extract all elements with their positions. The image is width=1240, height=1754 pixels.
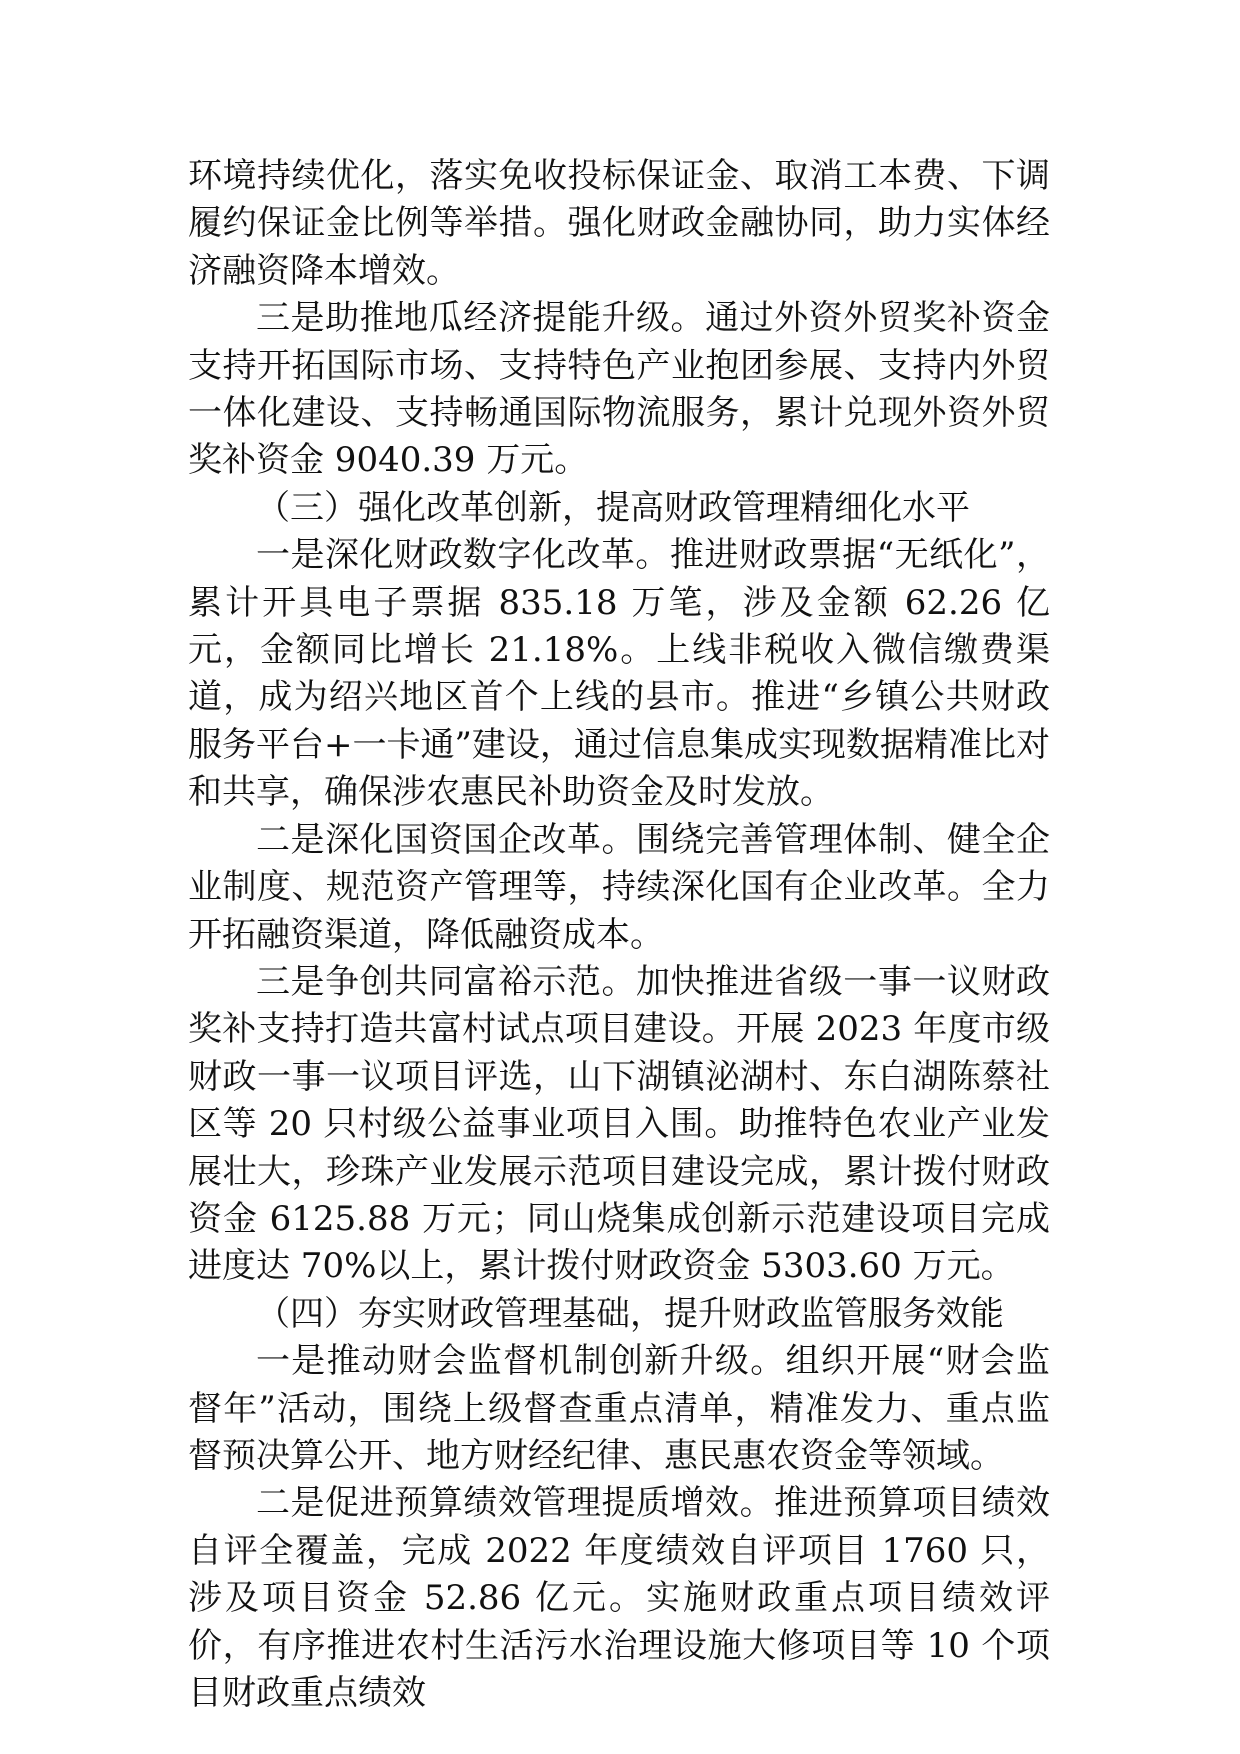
section-heading: （三）强化改革创新，提高财政管理精细化水平: [256, 487, 970, 528]
paragraph-body: 一是推动财会监督机制创新升级。组织开展“财会监督年”活动，围绕上级督查重点清单，精准发力、重点监督预决算公开、地方财经纪律、惠民惠农资金等领域。: [188, 1341, 1050, 1476]
section-heading: （四）夯实财政管理基础，提升财政监管服务效能: [256, 1293, 1004, 1334]
paragraph-body: 三是争创共同富裕示范。加快推进省级一事一议财政奖补支持打造共富村试点项目建设。开展 2023 年度市级财政一事一议项目评选，山下湖镇泌湖村、东白湖陈蔡社区等 20 只村级公益事业项目入围。助推特色农业产业发展壮大，珍珠产业发展示范项目建设完成，累计拨付财政资金 6125.88 万元；同山烧集成创新示范建设项目完成进度达 70%以上，累计拨付财政资金 5303.60 万元。: [188, 961, 1050, 1287]
paragraph-body: 三是助推地瓜经济提能升级。通过外资外贸奖补资金支持开拓国际市场、支持特色产业抱团参展、支持内外贸一体化建设、支持畅通国际物流服务，累计兑现外资外贸奖补资金 9040.39 万元。: [188, 298, 1050, 481]
paragraph-continuation: 环境持续优化，落实免收投标保证金、取消工本费、下调履约保证金比例等举措。强化财政金融协同，助力实体经济融资降本增效。: [188, 156, 1050, 291]
paragraph-body: 二是促进预算绩效管理提质增效。推进预算项目绩效自评全覆盖，完成 2022 年度绩效自评项目 1760 只，涉及项目资金 52.86 亿元。实施财政重点项目绩效评价，有序推进农村生活污水治理设施大修项目等 10 个项目财政重点绩效: [188, 1483, 1050, 1713]
paragraph-body: 一是深化财政数字化改革。推进财政票据“无纸化”，累计开具电子票据 835.18 万笔，涉及金额 62.26 亿元，金额同比增长 21.18%。上线非税收入微信缴费渠道，成为绍兴地区首个上线的县市。推进“乡镇公共财政服务平台+一卡通”建设，通过信息集成实现数据精准比对和共享，确保涉农惠民补助资金及时发放。: [188, 535, 1050, 813]
document-body: [188, 153, 1050, 1717]
paragraph-body: 二是深化国资国企改革。围绕完善管理体制、健全企业制度、规范资产管理等，持续深化国有企业改革。全力开拓融资渠道，降低融资成本。: [188, 819, 1050, 955]
